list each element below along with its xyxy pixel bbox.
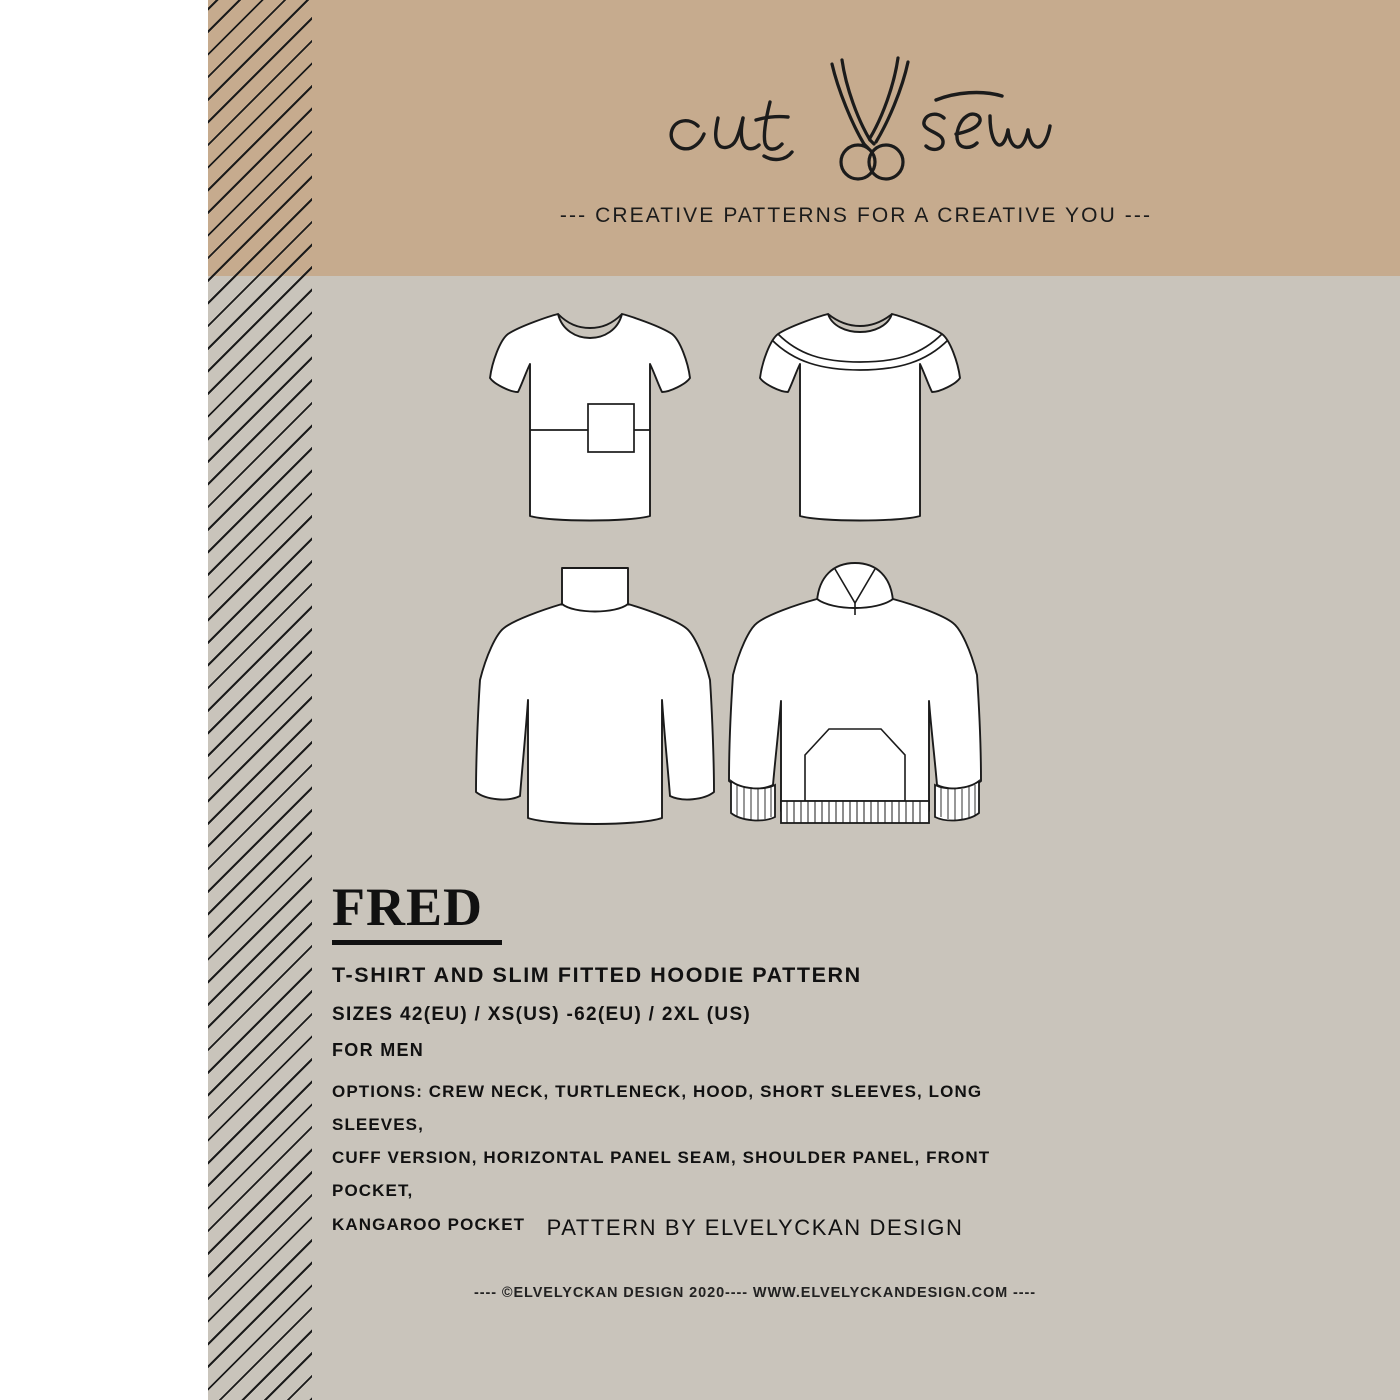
- header: [312, 0, 1400, 276]
- illustration-tshirt-front-pocket: [480, 300, 700, 540]
- pattern-subtitle: T-SHIRT AND SLIM FITTED HOODIE PATTERN: [332, 963, 862, 987]
- options-line: KANGAROO POCKET: [332, 1214, 526, 1234]
- illustration-turtleneck-long-sleeve: [470, 560, 720, 860]
- scissors-icon: [646, 44, 1066, 194]
- pattern-info: [332, 877, 1232, 1241]
- diagonal-stripe-band: [208, 0, 312, 1400]
- illustration-hoodie-kangaroo-pocket: [725, 555, 985, 865]
- page-title: FRED: [332, 877, 483, 937]
- tagline: --- CREATIVE PATTERNS FOR A CREATIVE YOU ---: [559, 204, 1153, 227]
- title-underline: [332, 940, 502, 945]
- garment-illustrations: [420, 290, 1040, 860]
- illustration-tshirt-back-shoulder-panel: [750, 300, 970, 540]
- brand-logo: [646, 44, 1066, 194]
- left-white-margin: [0, 0, 208, 1400]
- options-line: CUFF VERSION, HORIZONTAL PANEL SEAM, SHOULDER PANEL, FRONT POCKET,: [332, 1148, 991, 1201]
- pattern-sizes: SIZES 42(EU) / XS(US) -62(EU) / 2XL (US): [332, 1004, 752, 1025]
- options-line: OPTIONS: CREW NECK, TURTLENECK, HOOD, SHORT SLEEVES, LONG SLEEVES,: [332, 1082, 983, 1135]
- copyright-footer: ---- ©ELVELYCKAN DESIGN 2020---- WWW.ELVELYCKANDESIGN.COM ----: [474, 1285, 1036, 1301]
- pattern-credit: PATTERN BY ELVELYCKAN DESIGN: [546, 1215, 964, 1240]
- pattern-audience: FOR MEN: [332, 1040, 425, 1060]
